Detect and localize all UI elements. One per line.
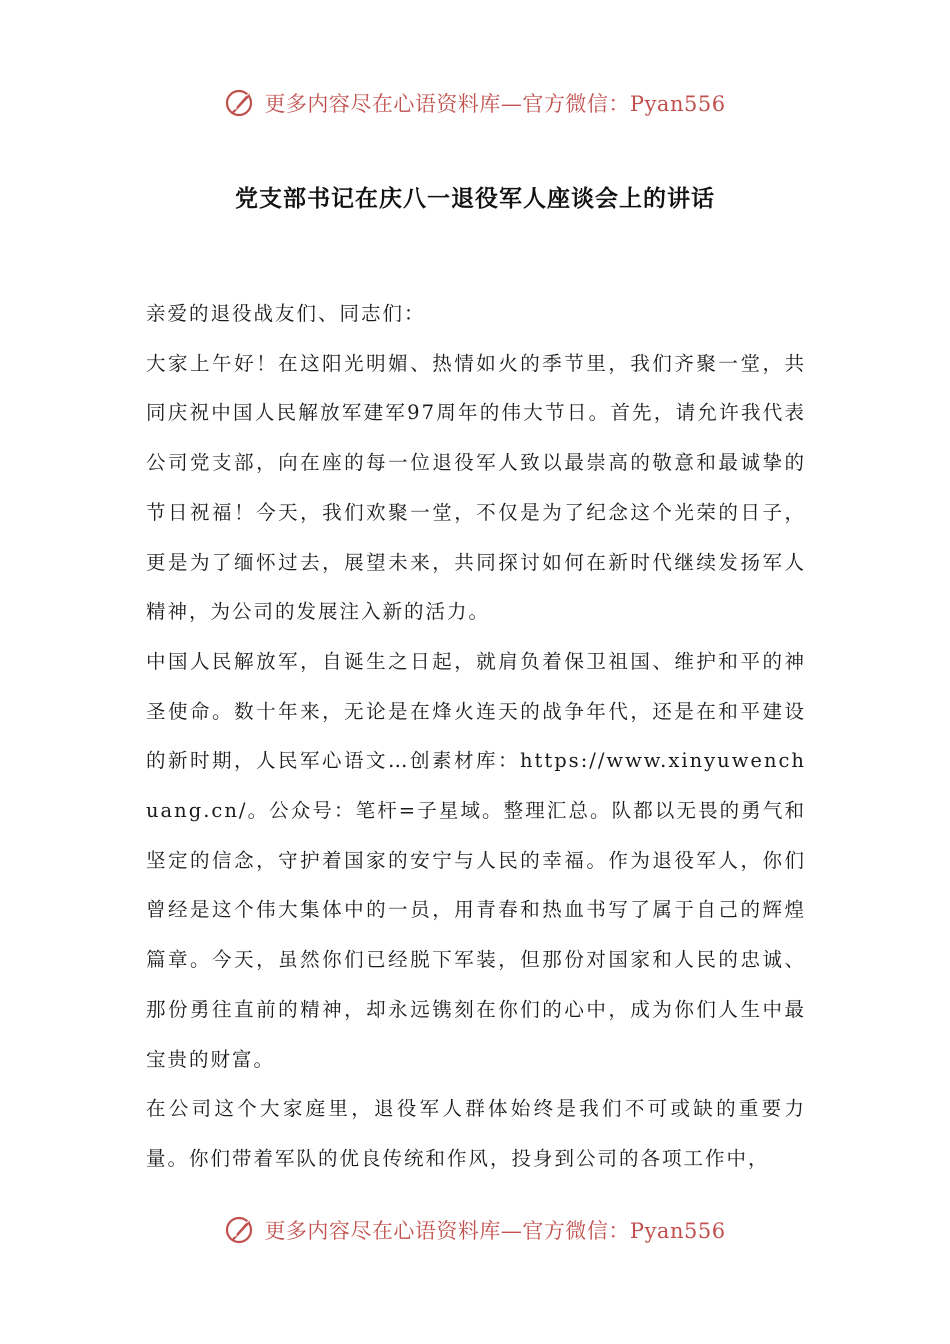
pen-nib-logo-icon	[224, 86, 258, 120]
footer-banner	[0, 1210, 950, 1250]
paragraph: 中国人民解放军，自诞生之日起，就肩负着保卫祖国、维护和平的神圣使命。数十年来，无论是在烽火连天的战争年代，还是在和平建设的新时期，人民军心语文…创素材库：https://www.xinyuwenchuang.cn/。公众号：笔杆=子星域。整理汇总。队都以无畏的勇气和坚定的信念，守护着国家的安宁与人民的幸福。作为退役军人，你们曾经是这个伟大集体中的一员，用青春和热血书写了属于自己的辉煌篇章。今天，虽然你们已经脱下军装，但那份对国家和人民的忠诚、那份勇往直前的精神，却永远镌刻在你们的心中，成为你们人生中最宝贵的财富。	[146, 649, 806, 1071]
document-body	[146, 289, 806, 1184]
banner-text: 更多内容尽在心语资料库—官方微信：Pyan556	[264, 92, 726, 116]
header-banner	[0, 83, 950, 123]
pen-nib-logo-icon	[224, 1213, 258, 1247]
paragraph-greeting: 亲爱的退役战友们、同志们：	[146, 302, 426, 325]
banner-text: 更多内容尽在心语资料库—官方微信：Pyan556	[264, 1219, 726, 1243]
document-title: 党支部书记在庆八一退役军人座谈会上的讲话	[235, 185, 715, 212]
paragraph: 大家上午好！在这阳光明媚、热情如火的季节里，我们齐聚一堂，共同庆祝中国人民解放军建军97周年的伟大节日。首先，请允许我代表公司党支部，向在座的每一位退役军人致以最崇高的敬意和最诚挚的节日祝福！今天，我们欢聚一堂，不仅是为了纪念这个光荣的日子，更是为了缅怀过去，展望未来，共同探讨如何在新时代继续发扬军人精神，为公司的发展注入新的活力。	[146, 351, 806, 624]
paragraph: 在公司这个大家庭里，退役军人群体始终是我们不可或缺的重要力量。你们带着军队的优良传统和作风，投身到公司的各项工作中，	[146, 1097, 806, 1170]
